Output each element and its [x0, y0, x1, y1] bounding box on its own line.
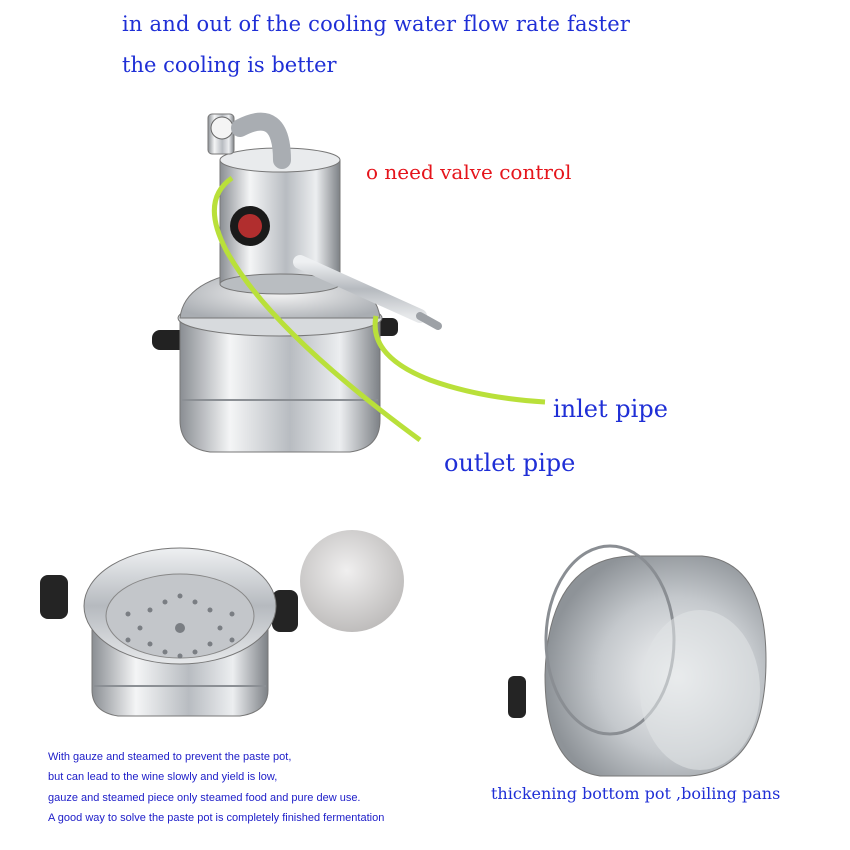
bottom-pot-caption: thickening bottom pot ,boiling pans: [491, 784, 781, 803]
outlet-pipe-label: outlet pipe: [444, 449, 576, 477]
note-line-2: but can lead to the wine slowly and yield is low,: [48, 771, 278, 783]
valve-caption: o need valve control: [366, 160, 572, 184]
inlet-tube: [375, 316, 545, 402]
boiling-handle-left: [508, 676, 526, 718]
headline-line-2: the cooling is better: [122, 53, 337, 77]
thermometer-icon: [211, 117, 233, 139]
note-line-3: gauze and steamed piece only steamed food and pure dew use.: [48, 792, 361, 804]
note-line-4: A good way to solve the paste pot is completely finished fermentation: [48, 812, 385, 824]
headline-line-1: in and out of the cooling water flow rate faster: [122, 12, 631, 36]
note-line-1: With gauze and steamed to prevent the paste pot,: [48, 751, 292, 763]
steamer-handle-left: [40, 575, 68, 619]
inlet-pipe-label: inlet pipe: [553, 395, 668, 423]
steamer-pot-image: [40, 548, 298, 716]
boiling-pot-image: [508, 546, 766, 776]
gauze-disc-image: [300, 530, 404, 632]
